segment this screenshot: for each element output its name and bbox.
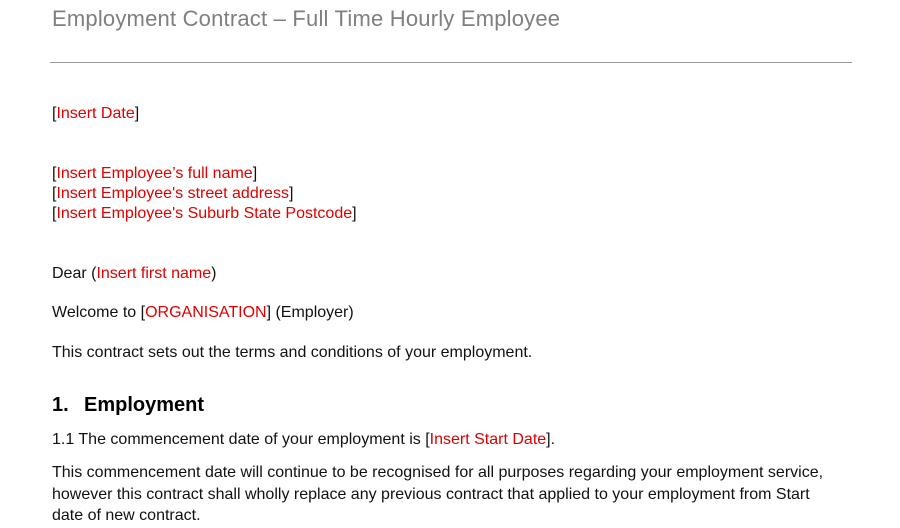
first-name-placeholder: Insert first name bbox=[96, 265, 212, 282]
title-divider bbox=[50, 62, 852, 63]
date-placeholder: Insert Date bbox=[56, 105, 135, 122]
welcome-suffix: ] (Employer) bbox=[266, 304, 354, 321]
clause-suffix: ]. bbox=[546, 431, 556, 448]
section-title: Employment bbox=[84, 394, 205, 416]
employee-street-placeholder: Insert Employee's street address bbox=[56, 185, 289, 202]
welcome-line bbox=[52, 303, 354, 323]
employee-name-line: [Insert Employee’s full name] bbox=[52, 165, 258, 182]
employee-street-line: [Insert Employee's street address] bbox=[52, 185, 294, 202]
clause-1-1 bbox=[52, 430, 555, 450]
section-heading-employment bbox=[52, 394, 204, 417]
employee-name-placeholder: Insert Employee’s full name bbox=[56, 165, 253, 182]
employee-suburb-placeholder: Insert Employee's Suburb State Postcode bbox=[56, 205, 353, 222]
commencement-paragraph: This commencement date will continue to be recognised for all purposes regarding your employment service, however this contract shall wholly replace any previous contract that applied to your employment from Start date of new contract. bbox=[52, 464, 824, 524]
section-number: 1. bbox=[52, 394, 69, 416]
intro-text: This contract sets out the terms and conditions of your employment. bbox=[52, 344, 533, 361]
salutation-suffix: ) bbox=[211, 265, 217, 282]
document-title: Employment Contract – Full Time Hourly Employee bbox=[52, 6, 561, 31]
date-line: [Insert Date] bbox=[52, 105, 140, 122]
clause-prefix: 1.1 The commencement date of your employment is [ bbox=[52, 431, 430, 448]
welcome-prefix: Welcome to [ bbox=[52, 304, 146, 321]
employee-suburb-line: [Insert Employee's Suburb State Postcode] bbox=[52, 205, 357, 222]
start-date-placeholder: Insert Start Date bbox=[429, 431, 547, 448]
salutation-line bbox=[52, 264, 216, 284]
organisation-placeholder: ORGANISATION bbox=[145, 304, 267, 321]
salutation-prefix: Dear ( bbox=[52, 265, 97, 282]
